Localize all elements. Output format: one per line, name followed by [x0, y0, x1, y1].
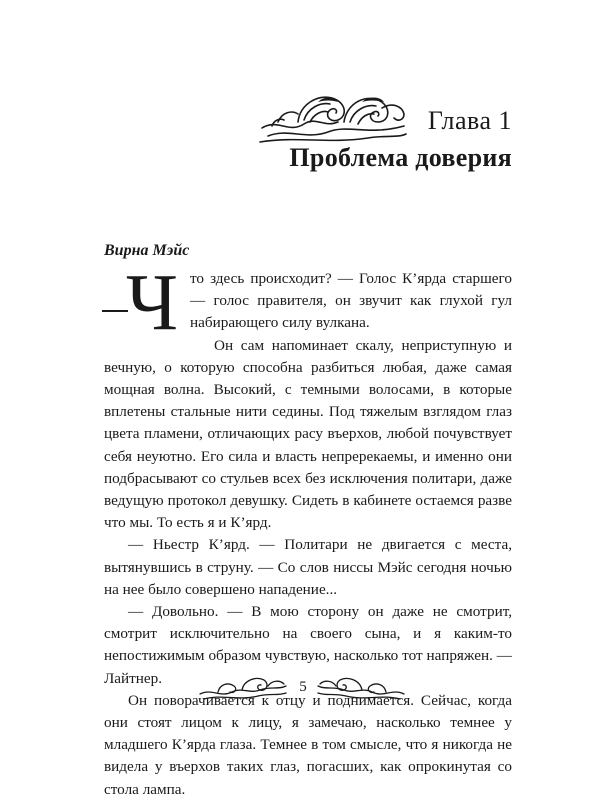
paragraph-text: то здесь происходит? — Голос К’ярда старшего — голос правителя, он звучит как глухой гул набирающего силу вулкана.: [190, 270, 512, 332]
wave-ornament-icon: [316, 672, 406, 702]
paragraph: — Ньестр К’ярд. — Политари не двигается с места, вытянувшись в струну. — Со слов ниссы Мэйс сегодня ночью на нее было совершено нападение...: [104, 536, 512, 598]
chapter-number: Глава 1: [427, 106, 512, 135]
paragraph: Он поворачивается к отцу и поднимается. Сейчас, когда они стоят лицом к лицу, я замечаю, насколько темнее у младшего К’ярда глаза. Темнее в том смысле, что я никогда не видела у въерхов таких глаз, погасших, как опрокинутая со стола лампа.: [104, 691, 512, 798]
body-text: [104, 259, 512, 801]
drop-cap: [102, 259, 186, 347]
paragraph: — Довольно. — В мою сторону он даже не смотрит, смотрит исключительно на своего сына, и я каким-то непостижимым образом чувствую, насколько тот напряжен. — Лайтнер.: [104, 603, 512, 687]
drop-cap-dash: [102, 310, 128, 312]
paragraph: [104, 259, 512, 347]
paragraph: Он сам напоминает скалу, неприступную и вечную, о которую способна разбиться любая, даже самая мощная волна. Высокий, с темными волосами, в которые вплетены стальные нити седины. Под тяжелым взглядом глаз цвета пламени, отличающих расу въерхов, любой почувствует себя неуютно. Его сила и власть непререкаемы, и именно они подбрасывают со стульев всех без исключения политари, даже ведущую протокол девушку. Сидеть в кабинете остаемся разве что мы. То есть я и К’ярд.: [104, 336, 512, 532]
page-number: 5: [299, 679, 307, 695]
drop-cap-letter: Ч: [126, 259, 178, 347]
wave-ornament-icon: [198, 672, 288, 702]
chapter-title: Проблема доверия: [289, 143, 512, 172]
wave-ornament-icon: [258, 82, 408, 144]
narrator-heading: Вирна Мэйс: [104, 242, 190, 259]
